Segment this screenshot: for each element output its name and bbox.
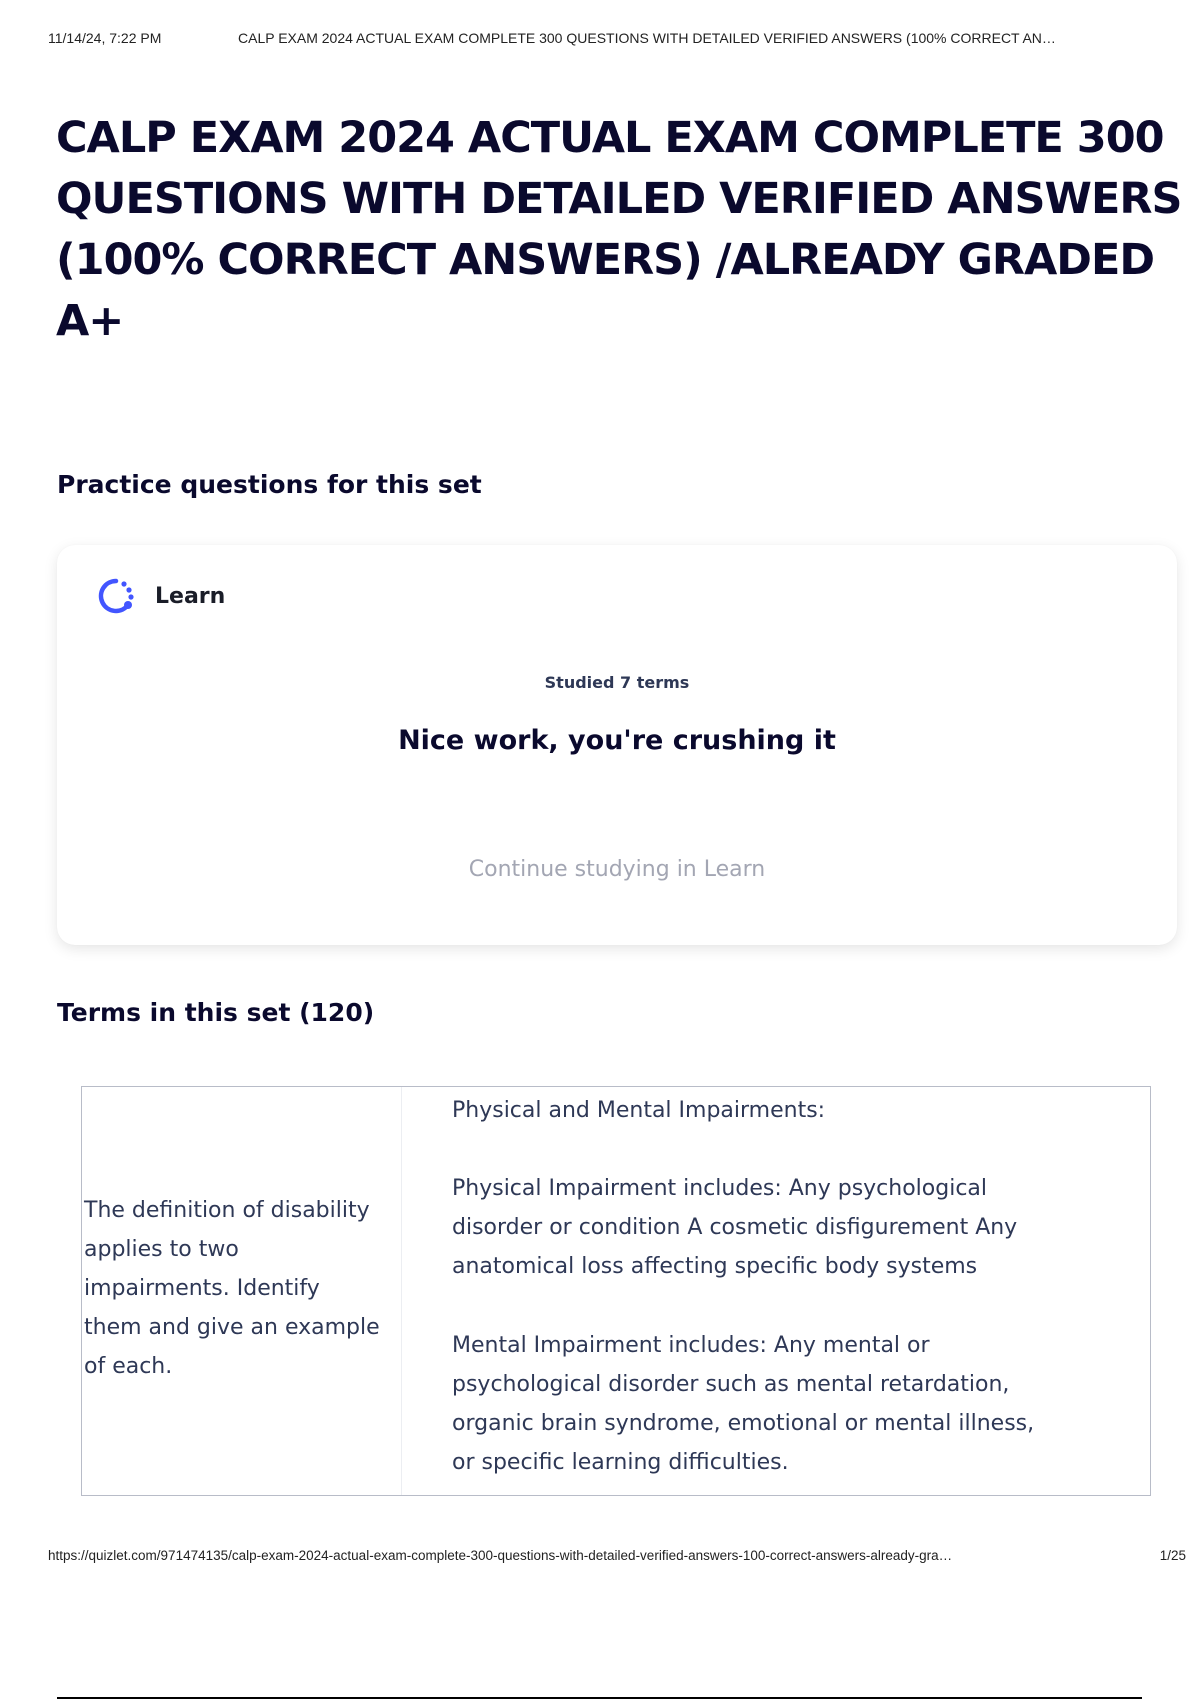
definition-paragraph: Mental Impairment includes: Any mental or psychological disorder such as mental retardation, organic brain syndrome, emotional or mental illness, or specific learning difficulties. (452, 1333, 1035, 1475)
definition-paragraph: Physical and Mental Impairments: (452, 1098, 826, 1123)
studied-count: Studied 7 terms (544, 673, 690, 692)
term-column (82, 1087, 402, 1495)
term-text: The definition of disability applies to two impairments. Identify them and give an example of each. (84, 1198, 380, 1379)
definition-paragraph: Physical Impairment includes: Any psychological disorder or condition A cosmetic disfigurement Any anatomical loss affecting specific body systems (452, 1176, 1018, 1279)
learn-card[interactable] (57, 545, 1177, 945)
terms-heading: Terms in this set (120) (57, 998, 375, 1027)
page-number: 1/25 (1159, 1548, 1186, 1563)
divider (57, 1697, 1142, 1699)
learn-label: Learn (155, 583, 226, 609)
continue-learn-button[interactable]: Continue studying in Learn (468, 857, 766, 882)
learn-progress-icon (95, 575, 137, 617)
progress-message: Nice work, you're crushing it (398, 725, 836, 756)
definition-column (452, 1087, 1130, 1495)
practice-heading: Practice questions for this set (57, 470, 482, 499)
print-date: 11/14/24, 7:22 PM (48, 30, 162, 46)
term-card (81, 1086, 1151, 1496)
print-url: https://quizlet.com/971474135/calp-exam-2024-actual-exam-complete-300-questions-with-detailed-verified-answers-100-correct-answers-already-gra… (48, 1548, 953, 1563)
print-header (48, 30, 1178, 52)
print-footer (48, 1548, 1186, 1570)
learn-header[interactable] (95, 575, 225, 617)
print-doc-title: CALP EXAM 2024 ACTUAL EXAM COMPLETE 300 QUESTIONS WITH DETAILED VERIFIED ANSWERS (100% CORRECT AN… (238, 30, 1056, 46)
page-title: CALP EXAM 2024 ACTUAL EXAM COMPLETE 300 QUESTIONS WITH DETAILED VERIFIED ANSWERS (100% CORRECT ANSWERS) /ALREADY GRADED A+ (56, 113, 1182, 346)
